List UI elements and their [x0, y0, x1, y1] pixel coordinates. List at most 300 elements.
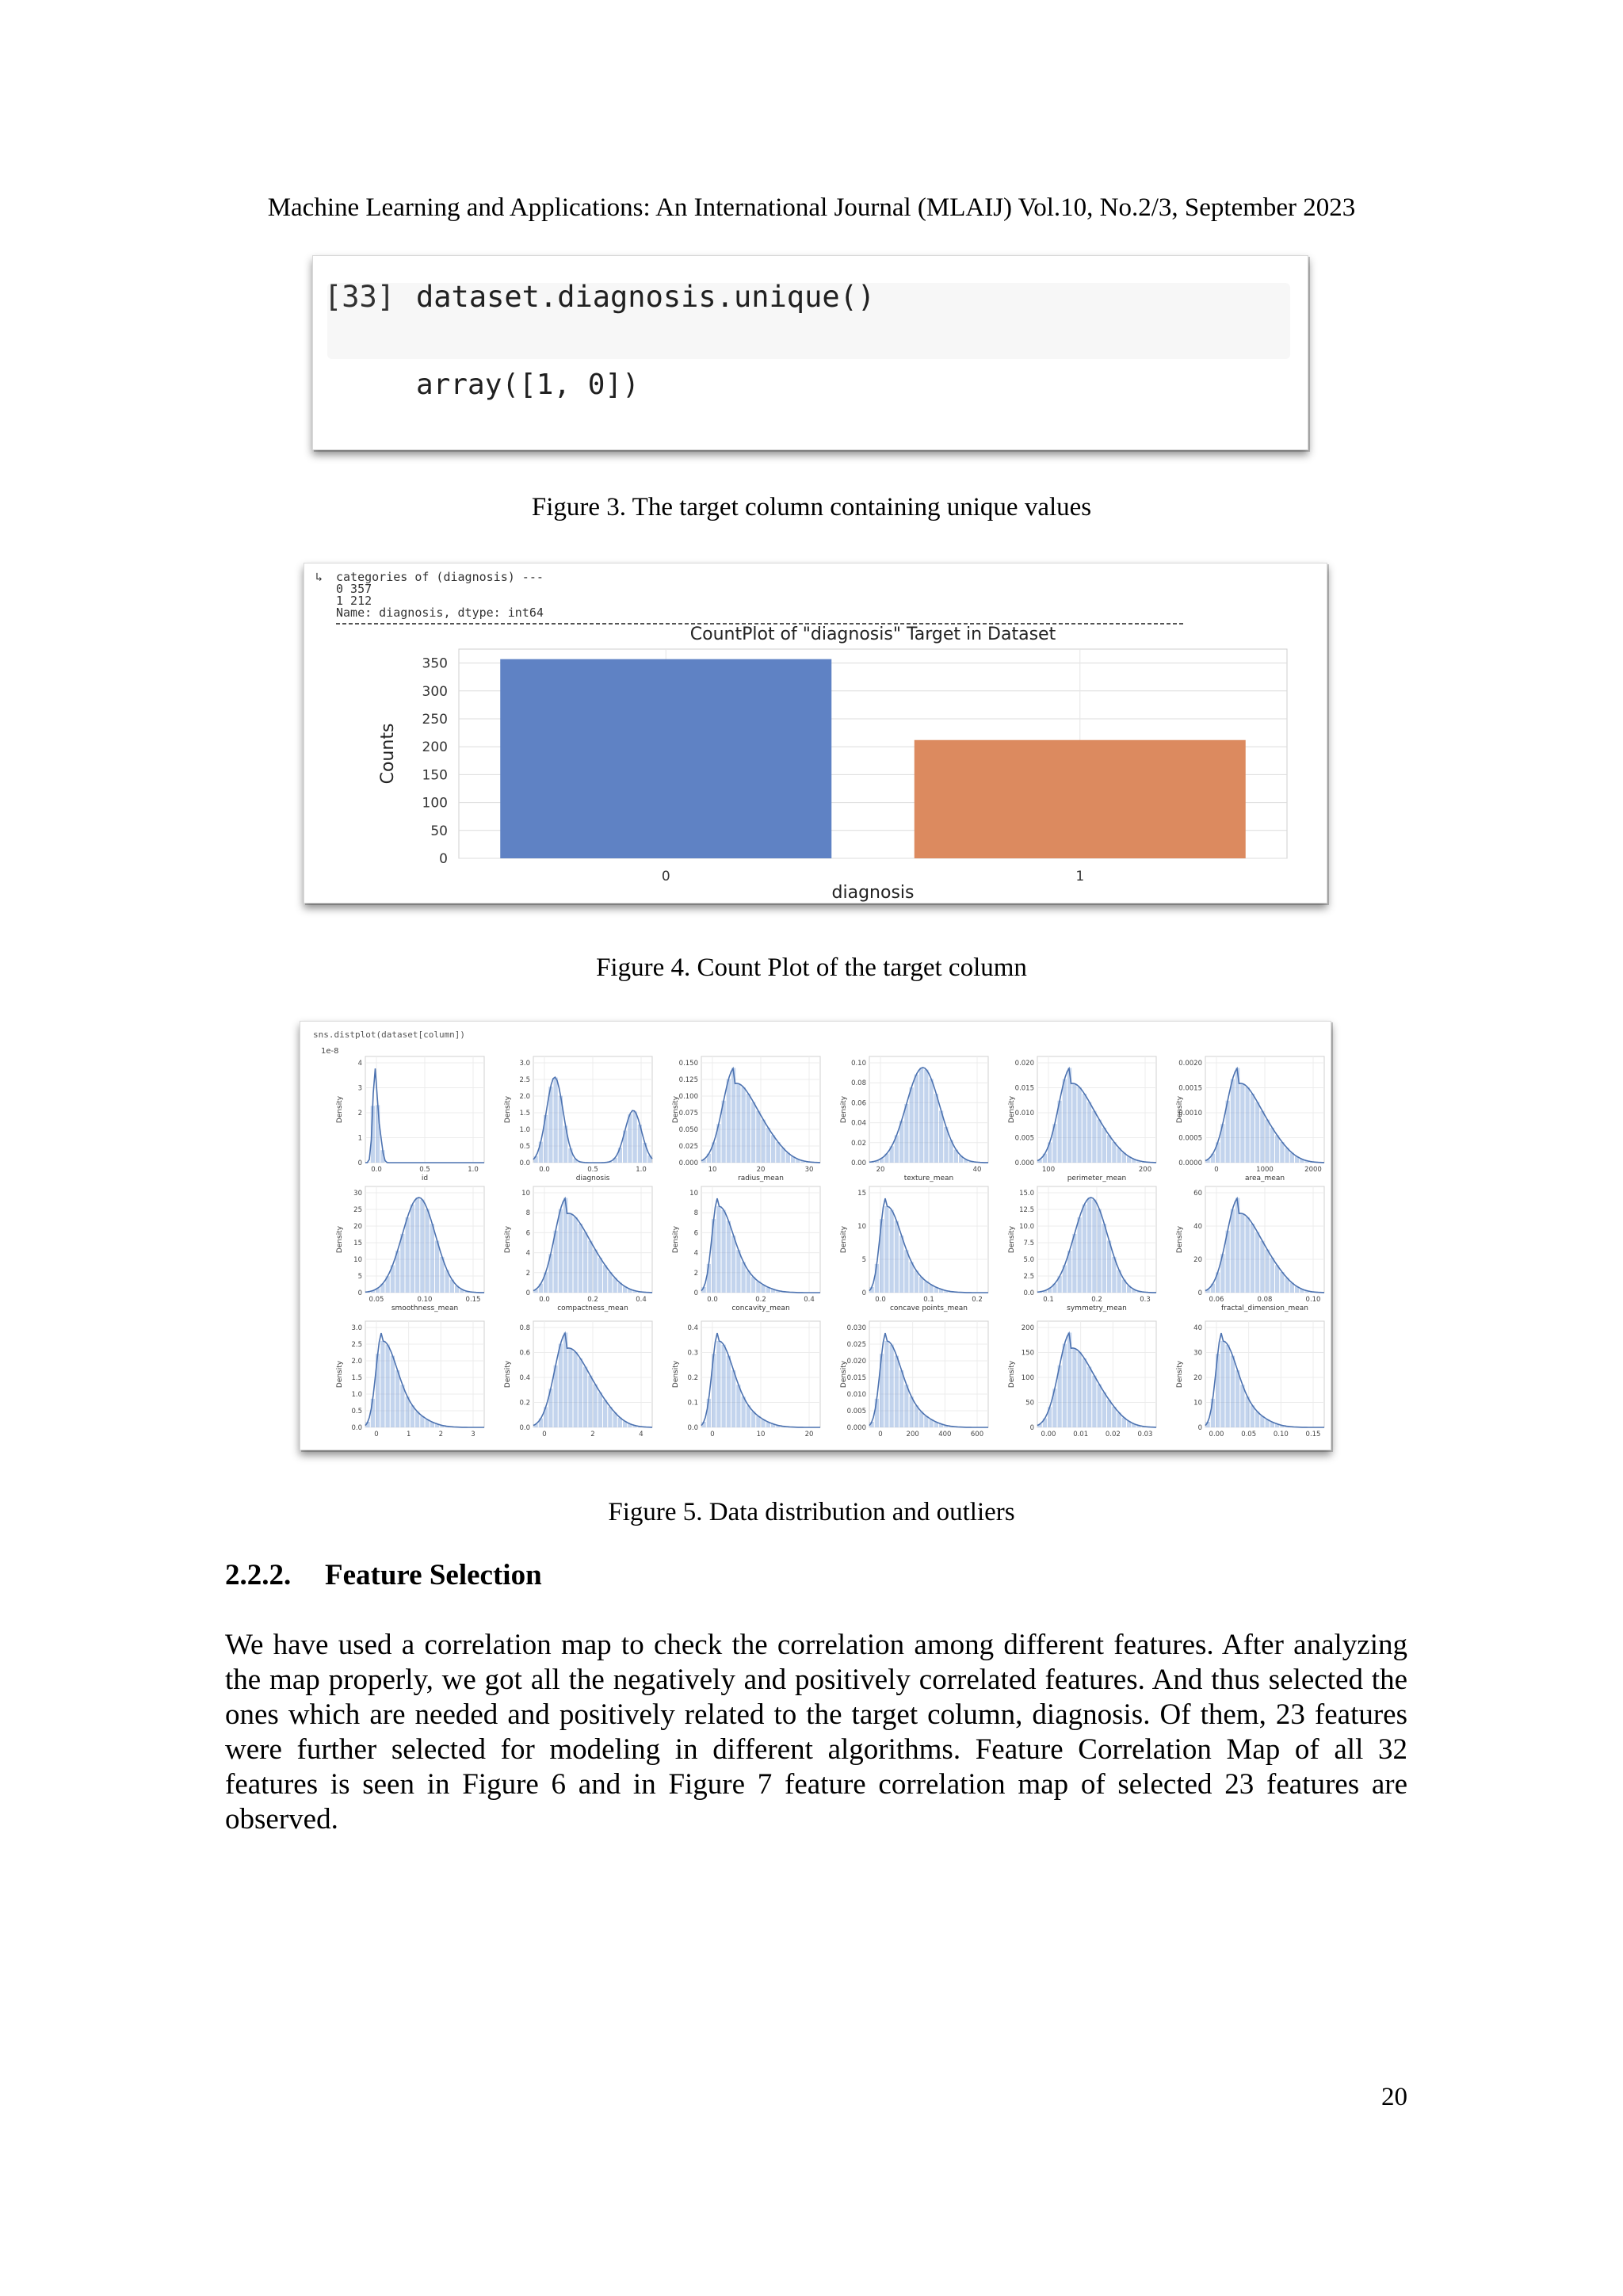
x-axis-label: diagnosis [831, 883, 915, 903]
histogram-bar [742, 1262, 746, 1293]
y-tick-label: 2 [357, 1110, 362, 1117]
y-tick-label: 0.4 [687, 1324, 698, 1332]
x-axis-label: area_mean [1244, 1175, 1285, 1182]
y-tick-label: 0 [861, 1289, 866, 1297]
x-tick-label: 0.1 [923, 1296, 934, 1304]
y-tick-label: 6 [525, 1229, 530, 1238]
y-tick-label: 150 [422, 767, 448, 784]
y-tick-label: 15 [857, 1190, 866, 1198]
x-tick-label: 0.01 [1073, 1431, 1089, 1438]
histogram-bar [915, 1405, 918, 1427]
histogram-bar [875, 1399, 879, 1427]
x-tick-label: 10 [756, 1431, 766, 1438]
histogram-bar [1098, 1209, 1102, 1293]
y-tick-label: 0.015 [1014, 1084, 1034, 1093]
histogram-bar [430, 1224, 434, 1293]
y-tick-label: 0.150 [678, 1060, 698, 1068]
distribution-panel [1008, 1321, 1156, 1438]
y-tick-label: 1.5 [351, 1374, 362, 1382]
x-axis-label: texture_mean [903, 1175, 954, 1182]
y-axis-label: Density [672, 1095, 680, 1124]
distribution-panel [840, 1186, 988, 1312]
figure-5-caption: Figure 5. Data distribution and outliers [608, 1498, 1015, 1526]
histogram-bar [762, 1120, 766, 1163]
y-tick-label: 20 [353, 1223, 362, 1231]
histogram-bar [426, 1209, 430, 1293]
y-tick-label: 10 [689, 1190, 698, 1198]
x-axis-label: radius_mean [738, 1175, 784, 1182]
y-tick-label: 0.0020 [1178, 1060, 1202, 1068]
x-tick-label: 0.0 [707, 1296, 718, 1304]
x-tick-label: 0.5 [419, 1166, 430, 1174]
x-tick-label: 10 [708, 1166, 717, 1174]
y-tick-label: 100 [1021, 1374, 1034, 1382]
histogram-bar [415, 1412, 419, 1427]
histogram-bar [1063, 1344, 1067, 1427]
x-axis-label: perimeter_mean [1067, 1175, 1127, 1182]
histogram-bar [716, 1206, 720, 1293]
histogram-bar [919, 1412, 923, 1427]
distribution-panel [336, 1186, 484, 1312]
y-tick-label: 0 [439, 851, 448, 867]
x-axis-label: symmetry_mean [1067, 1305, 1127, 1312]
histogram-bar [1092, 1376, 1096, 1427]
histogram-bar [415, 1198, 419, 1293]
y-tick-label: 0.005 [846, 1408, 866, 1415]
y-tick-label: 0.025 [678, 1143, 698, 1151]
histogram-bar [1270, 1128, 1274, 1163]
chart-title: CountPlot of "diagnosis" Target in Dataset [689, 625, 1056, 644]
histogram-bar [579, 1224, 582, 1293]
histogram-bar [1102, 1392, 1106, 1427]
histogram-bar [1087, 1366, 1091, 1427]
y-tick-label: 0.020 [1014, 1060, 1034, 1068]
histogram-bar [559, 1344, 563, 1427]
y-tick-label: 0 [693, 1289, 698, 1297]
y-tick-label: 0.010 [1014, 1110, 1034, 1117]
y-tick-label: 0 [1197, 1424, 1202, 1432]
y-axis-label: Density [1176, 1225, 1184, 1254]
y-tick-label: 0.5 [351, 1408, 362, 1415]
histogram-bar [742, 1396, 746, 1427]
histogram-bar [727, 1221, 731, 1293]
histogram-bar [633, 1111, 637, 1163]
x-tick-label: 200 [906, 1431, 919, 1438]
histogram-bar [1231, 1209, 1235, 1293]
countplot-svg [304, 563, 1327, 903]
y-axis-label: Density [1008, 1360, 1016, 1389]
histogram-bar [628, 1114, 632, 1163]
y-tick-label: 2.5 [1023, 1273, 1034, 1281]
histogram-bar [1072, 1234, 1076, 1293]
histogram-bar [1280, 1142, 1284, 1163]
figure-4-countplot [304, 563, 1327, 904]
y-tick-label: 0.000 [846, 1424, 866, 1432]
histogram-bar [751, 1102, 755, 1163]
y-tick-label: 0.08 [851, 1079, 866, 1088]
y-tick-label: 0.100 [678, 1093, 698, 1101]
histogram-bar [766, 1128, 770, 1163]
histogram-bar [919, 1068, 923, 1163]
section-title: Feature Selection [325, 1559, 542, 1591]
y-axis-label: Density [840, 1095, 848, 1124]
y-tick-label: 0.0010 [1178, 1110, 1202, 1117]
y-tick-label: 0 [357, 1289, 362, 1297]
x-tick-label: 2000 [1304, 1166, 1322, 1174]
figure-3-code-cell [312, 255, 1308, 450]
x-axis-label: fractal_dimension_mean [1220, 1305, 1309, 1312]
x-tick-label: 0.10 [1305, 1296, 1321, 1304]
y-axis-label: Density [1008, 1095, 1016, 1124]
histogram-bar [731, 1236, 735, 1293]
histogram-bar [608, 1272, 612, 1293]
histogram-bar [915, 1075, 918, 1163]
x-tick-label: 0.08 [1257, 1296, 1273, 1304]
y-tick-label: 20 [1193, 1256, 1202, 1264]
histogram-bar [420, 1200, 424, 1293]
y-tick-label: 0 [1029, 1424, 1034, 1432]
y-tick-label: 50 [1025, 1399, 1034, 1408]
histogram-bar [1255, 1232, 1259, 1293]
y-axis-label: Density [840, 1360, 848, 1389]
x-axis-label: concavity_mean [731, 1305, 790, 1312]
console-line: categories of (diagnosis) --- [336, 570, 544, 584]
y-tick-label: 300 [422, 683, 448, 700]
x-tick-label: 0.03 [1137, 1431, 1153, 1438]
histogram-bar [1235, 1370, 1239, 1427]
histogram-bar [924, 1070, 928, 1163]
histogram-bar [1246, 1217, 1250, 1293]
histogram-bar [910, 1087, 914, 1163]
y-tick-label: 150 [1021, 1349, 1034, 1358]
x-tick-label: 0.2 [587, 1296, 598, 1304]
y-tick-label: 1.0 [519, 1126, 530, 1134]
histogram-bar [395, 1370, 399, 1427]
distribution-panel [1176, 1186, 1324, 1312]
x-tick-label: 1.0 [468, 1166, 479, 1174]
distribution-panel [840, 1321, 988, 1438]
histogram-bar [1260, 1111, 1264, 1163]
histogram-bar [1107, 1241, 1111, 1293]
histogram-bar [1240, 1083, 1244, 1163]
y-tick-label: 3.0 [351, 1324, 362, 1332]
x-tick-label: 0.00 [1209, 1431, 1224, 1438]
histogram-bar [736, 1083, 740, 1163]
histogram-bar [751, 1277, 755, 1293]
y-tick-label: 4 [525, 1249, 530, 1258]
y-tick-label: 1.0 [351, 1391, 362, 1399]
histogram-bar [895, 1356, 899, 1427]
y-axis-label: Density [1176, 1095, 1184, 1124]
x-axis-label: id [421, 1175, 429, 1182]
x-tick-label: 0.05 [369, 1296, 384, 1304]
journal-header: Machine Learning and Applications: An International Journal (MLAIJ) Vol.10, No.2/3, September 2023 [267, 193, 1356, 222]
y-axis-label: Density [1176, 1360, 1184, 1389]
distribution-panel [504, 1186, 652, 1312]
histogram-bar [603, 1265, 607, 1293]
console-marker: ↳ [315, 570, 323, 584]
x-tick-label: 40 [972, 1166, 982, 1174]
x-tick-label: 2 [438, 1431, 444, 1438]
histogram-bar [904, 1385, 908, 1427]
histogram-bar [747, 1270, 750, 1293]
cell-code: dataset.diagnosis.unique() [416, 280, 876, 314]
histogram-bar [559, 1209, 563, 1293]
histogram-bar [707, 1264, 711, 1293]
histogram-bar [736, 1385, 740, 1427]
section-heading [225, 1558, 542, 1592]
y-tick-label: 2.5 [351, 1341, 362, 1349]
histogram-bar [411, 1405, 414, 1427]
y-tick-label: 10 [1193, 1399, 1202, 1408]
y-tick-label: 0.0 [519, 1424, 530, 1432]
figure-5-distributions [300, 1021, 1331, 1450]
y-axis-label: Density [504, 1225, 512, 1254]
histogram-bar [890, 1345, 894, 1427]
x-tick-label: 0.2 [755, 1296, 766, 1304]
y-tick-label: 4 [693, 1249, 698, 1258]
y-tick-label: 0.6 [519, 1349, 530, 1358]
y-axis-label: Density [504, 1095, 512, 1124]
console-line: 1 212 [336, 594, 372, 608]
y-tick-label: 0.000 [678, 1159, 698, 1167]
histogram-bar [1251, 1094, 1254, 1163]
y-tick-label: 5 [861, 1256, 866, 1264]
y-tick-label: 60 [1193, 1190, 1202, 1198]
histogram-bar [608, 1407, 612, 1427]
y-tick-label: 8 [693, 1209, 698, 1218]
y-tick-label: 10.0 [1019, 1223, 1034, 1231]
histogram-bar [406, 1396, 410, 1427]
x-tick-label: 0.15 [465, 1296, 481, 1304]
y-tick-label: 2.0 [519, 1093, 530, 1101]
x-tick-label: 20 [804, 1431, 814, 1438]
y-tick-label: 3.0 [519, 1060, 530, 1068]
histogram-bar [884, 1206, 888, 1293]
histogram-bar [1275, 1135, 1279, 1163]
x-tick-label: 2 [590, 1431, 595, 1438]
histogram-bar [776, 1142, 780, 1163]
x-tick-label: 0.5 [587, 1166, 598, 1174]
y-tick-label: 0.2 [687, 1374, 698, 1382]
y-tick-label: 0.0015 [1178, 1084, 1202, 1093]
x-tick-label: 1000 [1256, 1166, 1274, 1174]
x-tick-label: 100 [1041, 1166, 1056, 1174]
histogram-bar [400, 1385, 404, 1427]
histogram-bar [1083, 1358, 1086, 1427]
histogram-bar [1083, 1094, 1086, 1163]
y-tick-label: 0.2 [519, 1399, 530, 1408]
distribution-panel [672, 1056, 820, 1182]
histogram-bar [934, 1094, 938, 1163]
histogram-bar [1078, 1352, 1082, 1427]
histogram-bar [707, 1399, 711, 1427]
x-tick-label: 1 [406, 1431, 411, 1438]
distribution-panel [336, 1056, 484, 1182]
histogram-bar [583, 1366, 587, 1427]
bar-0 [500, 659, 831, 858]
histogram-bar [1072, 1083, 1076, 1163]
histogram-bar [1266, 1250, 1270, 1293]
distribution-panel [1008, 1186, 1156, 1312]
histogram-bar [574, 1217, 578, 1293]
histogram-bar [895, 1221, 899, 1293]
y-tick-label: 0.0 [351, 1424, 362, 1432]
histogram-bar [742, 1087, 746, 1163]
y-tick-label: 10 [353, 1256, 362, 1264]
x-tick-label: 0.4 [636, 1296, 647, 1304]
x-tick-label: 0 [878, 1431, 883, 1438]
y-tick-label: 0.025 [846, 1341, 866, 1349]
y-tick-label: 50 [430, 823, 448, 839]
histogram-bar [376, 1105, 380, 1163]
cell-output: array([1, 0]) [416, 369, 640, 401]
x-tick-label: 20 [756, 1166, 766, 1174]
histogram-bar [1260, 1241, 1264, 1293]
histogram-bar [1087, 1102, 1091, 1163]
histogram-bar [915, 1270, 918, 1293]
histogram-bar [1255, 1412, 1259, 1427]
histogram-bar [391, 1356, 395, 1427]
y-axis-label: Density [336, 1225, 344, 1254]
y-tick-label: 0.030 [846, 1324, 866, 1332]
histogram-bar [1246, 1087, 1250, 1163]
x-axis-label: smoothness_mean [391, 1305, 459, 1312]
y-tick-label: 2 [693, 1269, 698, 1278]
histogram-bar [1231, 1356, 1235, 1427]
histogram-bar [568, 1348, 572, 1427]
y-tick-label: 0.3 [687, 1349, 698, 1358]
histogram-bar [1246, 1396, 1250, 1427]
histogram-bar [583, 1232, 587, 1293]
x-tick-label: 30 [804, 1166, 814, 1174]
distribution-panel [672, 1321, 820, 1438]
x-tick-label: 0.2 [1091, 1296, 1102, 1304]
y-tick-label: 30 [353, 1190, 362, 1198]
histogram-bar [1092, 1200, 1096, 1293]
histogram-bar [899, 1370, 903, 1427]
y-axis-label: Density [504, 1360, 512, 1389]
histogram-bar [1107, 1400, 1111, 1427]
y-tick-label: 200 [1021, 1324, 1034, 1332]
histogram-bar [1255, 1102, 1259, 1163]
histogram-bar [1226, 1345, 1230, 1427]
histogram-bar [1231, 1079, 1235, 1163]
y-tick-label: 0.8 [519, 1324, 530, 1332]
x-tick-label: 3 [471, 1431, 475, 1438]
histogram-bar [919, 1277, 923, 1293]
y-tick-label: 0 [525, 1289, 530, 1297]
x-axis-label: compactness_mean [557, 1305, 628, 1312]
histogram-bar [406, 1217, 410, 1293]
x-tick-label: 0.10 [417, 1296, 433, 1304]
distribution-grid-svg [300, 1022, 1331, 1450]
y-tick-label: 0.020 [846, 1358, 866, 1366]
y-tick-label: 0.010 [846, 1391, 866, 1399]
y-tick-label: 0.000 [1014, 1159, 1034, 1167]
y-tick-label: 20 [1193, 1374, 1202, 1382]
y-tick-label: 0.0 [1023, 1289, 1034, 1297]
histogram-bar [1063, 1079, 1067, 1163]
y-tick-label: 10 [521, 1190, 530, 1198]
x-tick-label: 0.0 [371, 1166, 382, 1174]
x-tick-label: 1.0 [636, 1166, 647, 1174]
y-tick-label: 0.00 [851, 1159, 866, 1167]
y-tick-label: 3 [357, 1084, 362, 1093]
y-tick-label: 25 [353, 1206, 362, 1214]
histogram-bar [727, 1356, 731, 1427]
x-tick-label: 0.4 [804, 1296, 815, 1304]
y-tick-label: 0.0000 [1178, 1159, 1202, 1167]
y-tick-label: 15.0 [1019, 1190, 1034, 1198]
histogram-bar [588, 1376, 592, 1427]
distribution-panel [1008, 1056, 1156, 1182]
x-tick-label: 1 [1075, 869, 1085, 884]
y-tick-label: 0.04 [851, 1119, 866, 1128]
histogram-bar [1078, 1087, 1082, 1163]
console-line: 0 357 [336, 582, 372, 596]
distribution-panel [840, 1056, 988, 1182]
distribution-panel [336, 1321, 484, 1438]
x-tick-label: 0.00 [1041, 1431, 1056, 1438]
histogram-bar [875, 1264, 879, 1293]
y-tick-label: 1.5 [519, 1110, 530, 1117]
figure-4-caption: Figure 4. Count Plot of the target column [596, 953, 1027, 982]
x-tick-label: 0 [1214, 1166, 1219, 1174]
y-tick-label: 0.10 [851, 1060, 866, 1068]
x-tick-label: 0 [661, 869, 670, 884]
distribution-panel [1176, 1321, 1324, 1438]
histogram-bar [1251, 1224, 1254, 1293]
histogram-bar [890, 1210, 894, 1293]
histogram-bar [1102, 1128, 1106, 1163]
histogram-bar [598, 1258, 602, 1293]
y-tick-label: 8 [525, 1209, 530, 1218]
x-tick-label: 200 [1138, 1166, 1152, 1174]
histogram-bar [1112, 1407, 1116, 1427]
y-tick-label: 0.125 [678, 1076, 698, 1084]
histogram-bar [1098, 1385, 1102, 1427]
distribution-panel [1176, 1056, 1324, 1182]
y-tick-label: 0.1 [687, 1399, 698, 1408]
y-tick-label: 5 [357, 1273, 362, 1281]
histogram-bar [594, 1385, 598, 1427]
histogram-bar [1211, 1399, 1215, 1427]
histogram-bar [574, 1352, 578, 1427]
x-tick-label: 0.0 [539, 1166, 550, 1174]
y-tick-label: 0.02 [851, 1139, 866, 1148]
histogram-bar [1220, 1341, 1224, 1427]
x-tick-label: 0.15 [1305, 1431, 1321, 1438]
histogram-bar [588, 1241, 592, 1293]
y-axis-label: Density [1008, 1225, 1016, 1254]
y-tick-label: 2.0 [351, 1358, 362, 1366]
y-tick-label: 5.0 [1023, 1256, 1034, 1264]
histogram-bar [1240, 1213, 1244, 1293]
y-axis-label: Density [672, 1360, 680, 1389]
histogram-bar [598, 1392, 602, 1427]
y-tick-label: 0.015 [846, 1374, 866, 1382]
y-tick-label: 10 [857, 1223, 866, 1231]
y-tick-label: 0.5 [519, 1143, 530, 1151]
histogram-bar [554, 1078, 558, 1163]
histogram-bar [568, 1213, 572, 1293]
distribution-panel [504, 1321, 652, 1438]
cropped-code-line: sns.distplot(dataset[column]) [313, 1030, 466, 1040]
y-tick-label: 2.5 [519, 1076, 530, 1084]
y-tick-label: 40 [1193, 1324, 1202, 1332]
y-tick-label: 12.5 [1019, 1206, 1034, 1214]
